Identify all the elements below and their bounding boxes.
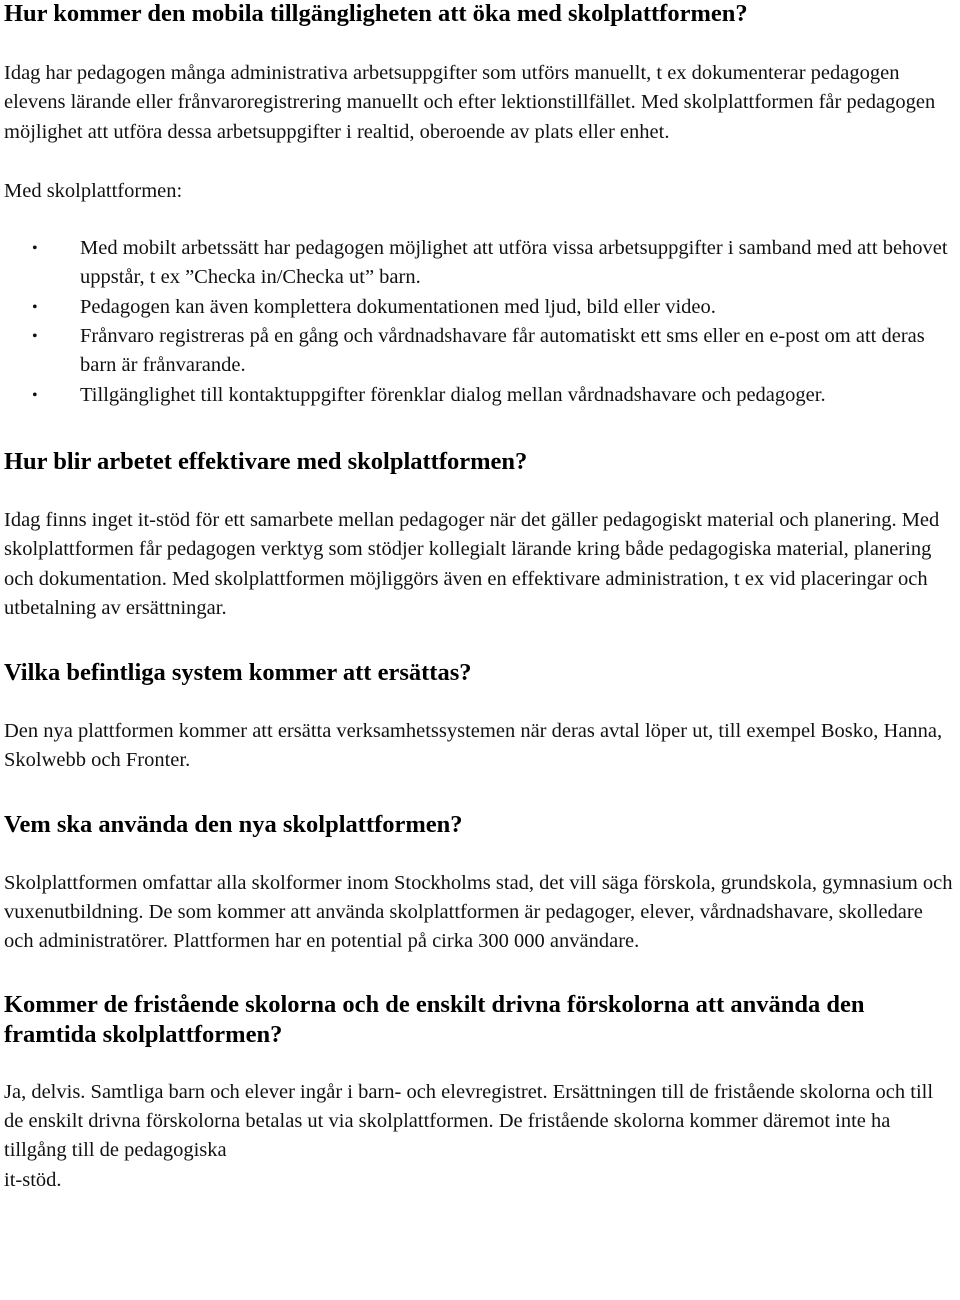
paragraph-replaced-systems: Den nya plattformen kommer att ersätta verksamhetssystemen när deras avtal löper ut, till exempel Bosko, Hanna, Skolwebb och Fronter. <box>4 720 943 772</box>
heading-efficiency: Hur blir arbetet effektivare med skolplattformen? <box>4 447 528 475</box>
paragraph-efficiency: Idag finns inget it-stöd för ett samarbete mellan pedagoger när det gäller pedagogiskt material och planering. Med skolplattformen får pedagogen verktyg som stödjer kollegialt lärande kring både pedagogiska material, planering och dokumentation. Med skolplattformen möjliggörs även en effektivare administration, t ex vid placeringar och utbetalning av ersättningar. <box>4 508 940 619</box>
paragraph-with-platform: Med skolplattformen: <box>4 179 183 202</box>
bullet-icon: • <box>32 298 38 316</box>
list-item <box>4 293 956 322</box>
list-item <box>4 234 956 293</box>
document-page <box>4 0 956 1195</box>
paragraph-mobile-intro: Idag har pedagogen många administrativa arbetsuppgifter som utförs manuellt, t ex dokumenterar pedagogen elevens lärande eller frånvaroregistrering manuellt och efter lektionstillfället. Med skolplattformen får pedagogen möjlighet att utföra dessa arbetsuppgifter i realtid, oberoende av plats eller enhet. <box>4 62 936 143</box>
bullet-icon: • <box>32 386 38 404</box>
heading-users: Vem ska använda den nya skolplattformen? <box>4 810 463 838</box>
bullet-icon: • <box>32 328 38 346</box>
list-item-text: Pedagogen kan även komplettera dokumentationen med ljud, bild eller video. <box>80 295 716 318</box>
list-item <box>4 322 956 381</box>
benefits-list <box>4 234 956 410</box>
heading-replaced-systems: Vilka befintliga system kommer att ersättas? <box>4 659 472 687</box>
list-item-text: Tillgänglighet till kontaktuppgifter förenklar dialog mellan vårdnadshavare och pedagoger. <box>80 383 826 406</box>
heading-mobile-accessibility: Hur kommer den mobila tillgängligheten att öka med skolplattformen? <box>4 0 748 27</box>
heading-independent-schools: Kommer de fristående skolorna och de enskilt drivna förskolorna att använda den framtida skolplattformen? <box>4 990 865 1048</box>
paragraph-users: Skolplattformen omfattar alla skolformer inom Stockholms stad, det vill säga förskola, grundskola, gymnasium och vuxenutbildning. De som kommer att använda skolplattformen är pedagoger, elever, vårdnadshavare, skolledare och administratörer. Plattformen har en potential på cirka 300 000 användare. <box>4 871 953 953</box>
list-item <box>4 381 956 410</box>
paragraph-independent-schools: Ja, delvis. Samtliga barn och elever ingår i barn- och elevregistret. Ersättningen till de fristående skolorna och till de enskilt drivna förskolorna betalas ut via skolplattformen. De fristående skolorna kommer däremot inte ha tillgång till de pedagogiska <box>4 1080 934 1162</box>
list-item-text: Frånvaro registreras på en gång och vårdnadshavare får automatiskt ett sms eller en e-post om att deras barn är frånvarande. <box>80 325 925 377</box>
bullet-icon: • <box>32 240 38 258</box>
paragraph-it-support: it-stöd. <box>4 1168 62 1191</box>
list-item-text: Med mobilt arbetssätt har pedagogen möjlighet att utföra vissa arbetsuppgifter i samband med att behovet uppstår, t ex ”Checka in/Checka ut” barn. <box>80 237 948 289</box>
